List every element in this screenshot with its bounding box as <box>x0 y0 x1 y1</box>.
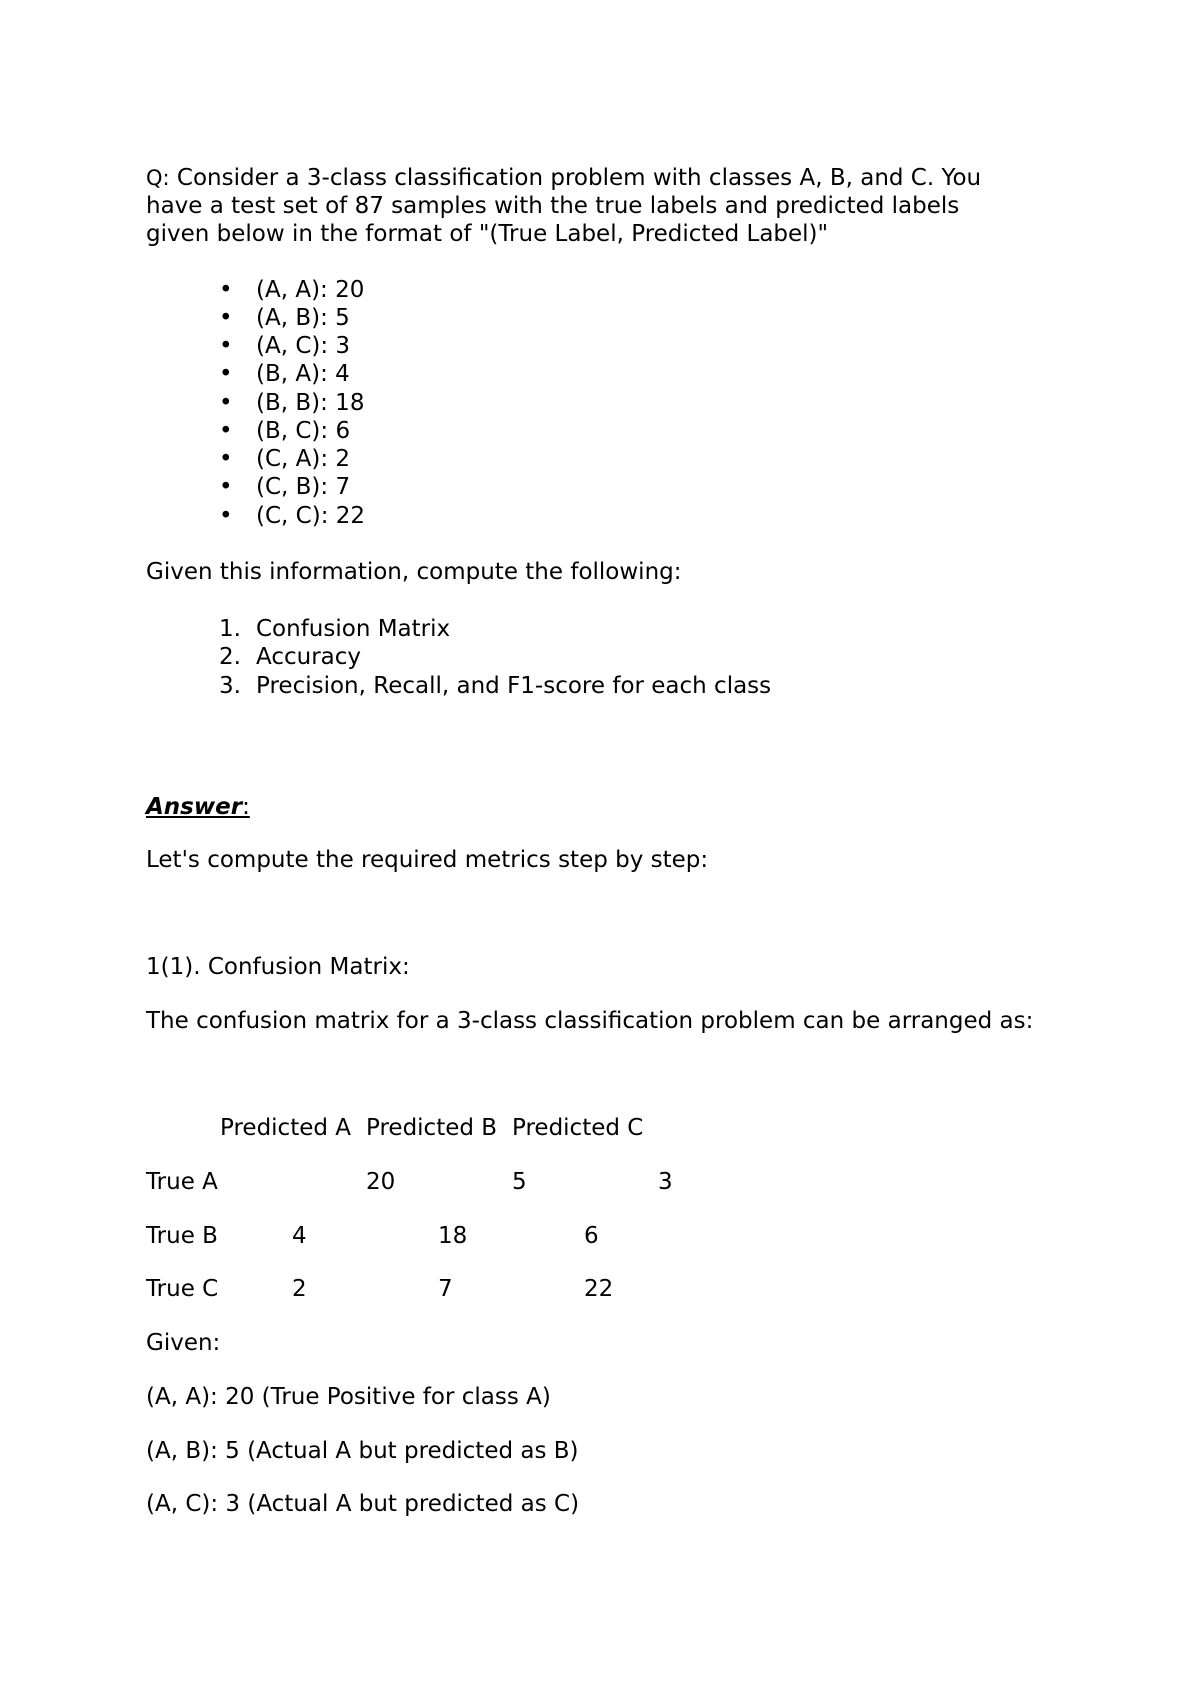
matrix-intro: The confusion matrix for a 3-class classification problem can be arranged as: <box>146 1008 1034 1034</box>
matrix-cell: 20 <box>366 1169 396 1195</box>
task-number: 2. <box>219 644 241 670</box>
matrix-cell: 4 <box>292 1223 307 1249</box>
bullet-icon: • <box>219 503 233 529</box>
matrix-cell: 6 <box>584 1223 599 1249</box>
bullet-icon: • <box>219 305 233 331</box>
matrix-col-header: Predicted B <box>366 1115 498 1141</box>
task-item: Confusion Matrix <box>256 616 451 642</box>
compute-intro: Given this information, compute the following: <box>146 559 682 585</box>
matrix-cell: 18 <box>438 1223 468 1249</box>
bullet-icon: • <box>219 277 233 303</box>
given-label: Given: <box>146 1330 221 1356</box>
matrix-cell: 3 <box>658 1169 673 1195</box>
task-number: 1. <box>219 616 241 642</box>
matrix-row-label: True C <box>146 1276 219 1302</box>
list-item: (B, B): 18 <box>256 390 365 416</box>
task-number: 3. <box>219 673 241 699</box>
bullet-icon: • <box>219 333 233 359</box>
task-item: Precision, Recall, and F1-score for each class <box>256 673 772 699</box>
bullet-icon: • <box>219 361 233 387</box>
task-item: Accuracy <box>256 644 362 670</box>
matrix-cell: 5 <box>512 1169 527 1195</box>
question-line-2: have a test set of 87 samples with the true labels and predicted labels <box>146 193 960 219</box>
bullet-icon: • <box>219 418 233 444</box>
list-item: (C, C): 22 <box>256 503 366 529</box>
matrix-cell: 2 <box>292 1276 307 1302</box>
list-item: (A, B): 5 <box>256 305 350 331</box>
matrix-row-label: True B <box>146 1223 218 1249</box>
list-item: (B, C): 6 <box>256 418 351 444</box>
matrix-cell: 7 <box>438 1276 453 1302</box>
answer-intro: Let's compute the required metrics step by step: <box>146 847 709 873</box>
list-item: (B, A): 4 <box>256 361 350 387</box>
answer-heading <box>146 793 250 821</box>
question-text-1: Consider a 3-class classification problem with classes A, B, and C. You <box>169 165 982 191</box>
bullet-icon: • <box>219 474 233 500</box>
matrix-row-label: True A <box>146 1169 218 1195</box>
bullet-icon: • <box>219 446 233 472</box>
question-line-3: given below in the format of "(True Label, Predicted Label)" <box>146 221 829 247</box>
question-prefix: Q: <box>146 166 170 190</box>
matrix-col-header: Predicted C <box>512 1115 644 1141</box>
given-item: (A, C): 3 (Actual A but predicted as C) <box>146 1491 580 1517</box>
given-item: (A, A): 20 (True Positive for class A) <box>146 1384 551 1410</box>
list-item: (C, A): 2 <box>256 446 351 472</box>
matrix-col-header: Predicted A <box>220 1115 352 1141</box>
bullet-icon: • <box>219 390 233 416</box>
section-heading: 1(1). Confusion Matrix: <box>146 954 410 980</box>
given-item: (A, B): 5 (Actual A but predicted as B) <box>146 1438 579 1464</box>
list-item: (C, B): 7 <box>256 474 351 500</box>
answer-colon: : <box>242 794 250 820</box>
list-item: (A, C): 3 <box>256 333 351 359</box>
matrix-cell: 22 <box>584 1276 614 1302</box>
list-item: (A, A): 20 <box>256 277 365 303</box>
answer-label: Answer <box>146 794 243 820</box>
question-line-1 <box>146 164 981 192</box>
